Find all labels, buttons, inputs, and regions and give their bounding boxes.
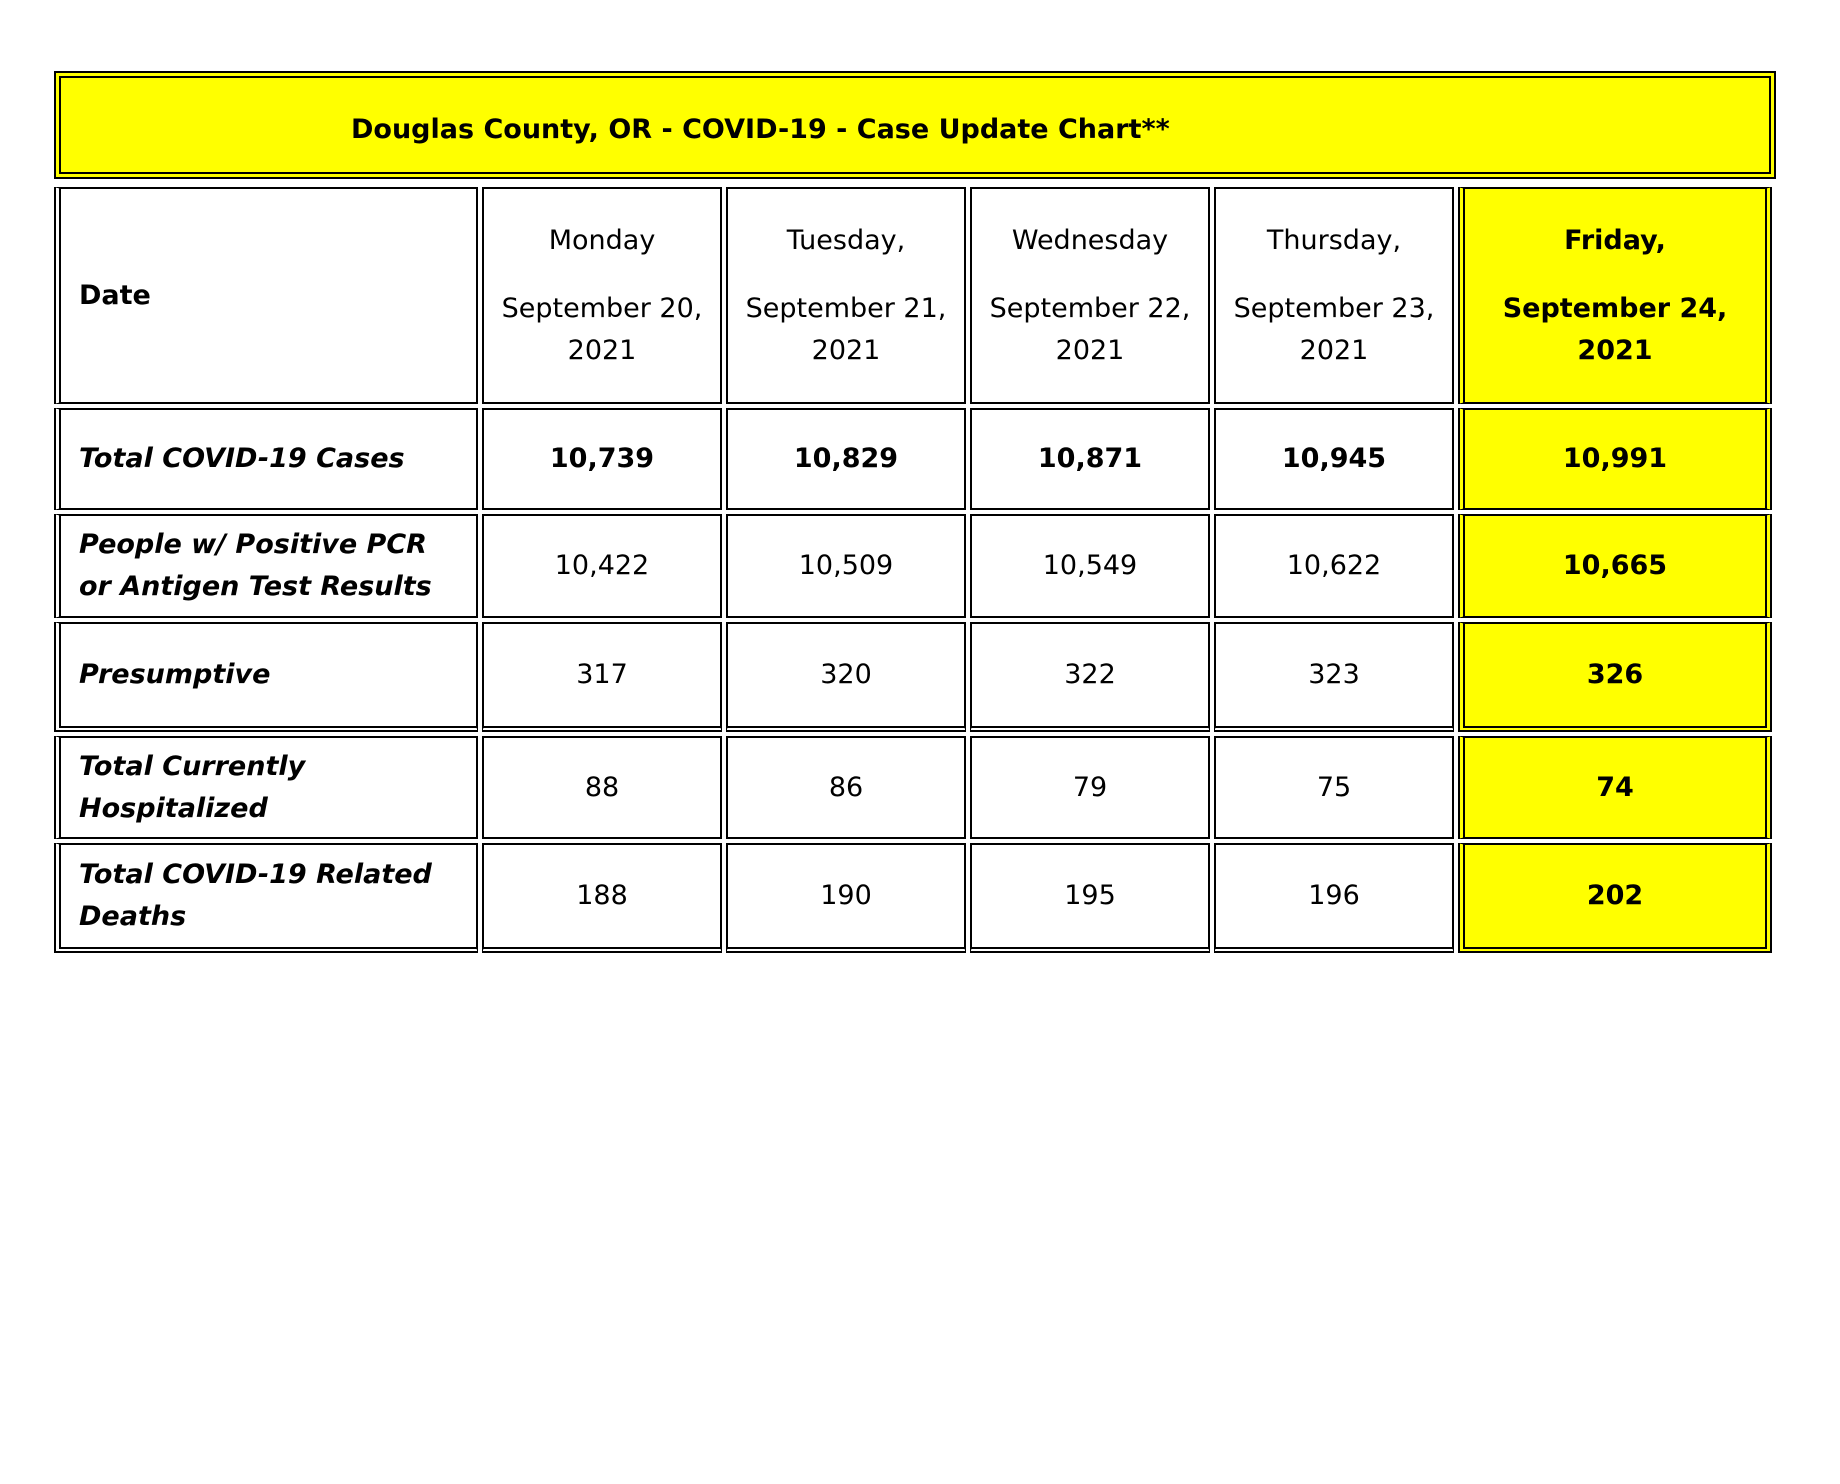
cell-value: 190 (726, 843, 966, 953)
cell-value: 10,739 (482, 408, 722, 510)
day-date: September 23, 2021 (1233, 292, 1435, 366)
row-label: People w/ Positive PCR or Antigen Test Results (54, 514, 478, 618)
day-name: Tuesday, (786, 224, 906, 256)
cell-value: 196 (1214, 843, 1454, 953)
header-row (54, 187, 1772, 404)
cell-value-highlight: 326 (1458, 622, 1772, 732)
cell-value: 10,829 (726, 408, 966, 510)
cell-value-highlight: 10,991 (1458, 408, 1772, 510)
table-row (54, 736, 1772, 839)
row-label: Presumptive (54, 622, 478, 732)
cell-value: 323 (1214, 622, 1454, 732)
day-date: September 21, 2021 (745, 292, 947, 366)
chart-title: Douglas County, OR - COVID-19 - Case Update Chart** (351, 114, 1170, 145)
cell-value: 86 (726, 736, 966, 839)
cell-value: 75 (1214, 736, 1454, 839)
day-name: Thursday, (1266, 224, 1402, 256)
cell-value-highlight: 74 (1458, 736, 1772, 839)
case-table (50, 183, 1776, 957)
cell-value: 320 (726, 622, 966, 732)
header-thursday (1214, 187, 1454, 404)
row-label: Total Currently Hospitalized (54, 736, 478, 839)
table-row (54, 843, 1772, 953)
day-name: Wednesday (1011, 224, 1169, 256)
day-name: Friday, (1564, 224, 1666, 256)
day-date: September 24, 2021 (1502, 292, 1728, 366)
cell-value: 322 (970, 622, 1210, 732)
date-label: Date (54, 187, 478, 404)
cell-value: 10,871 (970, 408, 1210, 510)
day-date: September 20, 2021 (501, 292, 703, 366)
cell-value: 79 (970, 736, 1210, 839)
day-date: September 22, 2021 (989, 292, 1191, 366)
cell-value: 88 (482, 736, 722, 839)
header-tuesday (726, 187, 966, 404)
cell-value-highlight: 10,665 (1458, 514, 1772, 618)
cell-value: 317 (482, 622, 722, 732)
header-friday (1458, 187, 1772, 404)
title-banner (54, 71, 1776, 179)
day-name: Monday (548, 224, 656, 256)
header-wednesday (970, 187, 1210, 404)
table-row (54, 514, 1772, 618)
row-label: Total COVID-19 Related Deaths (54, 843, 478, 953)
case-update-document (54, 71, 1776, 957)
table-row (54, 622, 1772, 732)
cell-value: 10,422 (482, 514, 722, 618)
table-row (54, 408, 1772, 510)
cell-value-highlight: 202 (1458, 843, 1772, 953)
header-monday (482, 187, 722, 404)
cell-value: 10,945 (1214, 408, 1454, 510)
cell-value: 10,622 (1214, 514, 1454, 618)
cell-value: 195 (970, 843, 1210, 953)
cell-value: 188 (482, 843, 722, 953)
cell-value: 10,509 (726, 514, 966, 618)
row-label: Total COVID-19 Cases (54, 408, 478, 510)
cell-value: 10,549 (970, 514, 1210, 618)
